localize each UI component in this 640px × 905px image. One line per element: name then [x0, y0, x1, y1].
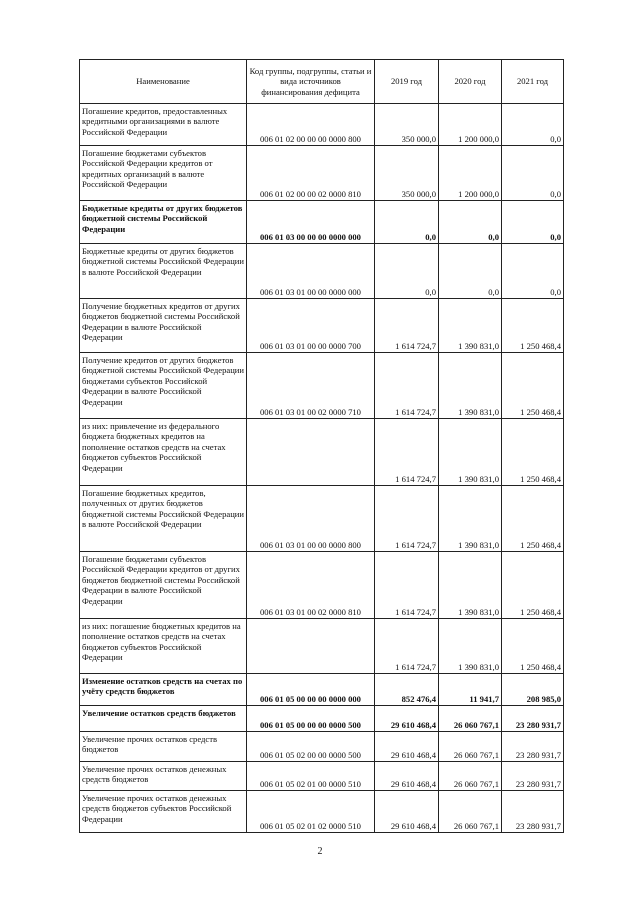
row-name: Погашение бюджетами субъектов Российской Федерации кредитов от других бюджетов бюджетной системы Российской Федерации в валюте Российской Федерации: [80, 552, 247, 619]
header-name: Наименование: [80, 60, 247, 104]
row-value-2019: 29 610 468,4: [375, 762, 439, 791]
financing-table: [79, 59, 564, 833]
row-value-2019: 350 000,0: [375, 104, 439, 146]
row-value-2021: 1 250 468,4: [502, 486, 564, 552]
row-value-2021: 1 250 468,4: [502, 353, 564, 419]
row-value-2019: 1 614 724,7: [375, 299, 439, 353]
row-value-2020: 11 941,7: [439, 674, 502, 706]
row-value-2021: 0,0: [502, 104, 564, 146]
row-value-2020: 1 390 831,0: [439, 419, 502, 486]
table-row: [80, 762, 564, 791]
row-value-2020: 0,0: [439, 201, 502, 244]
row-code: 006 01 03 01 00 02 0000 710: [247, 353, 375, 419]
row-value-2019: 29 610 468,4: [375, 732, 439, 762]
row-code: [247, 419, 375, 486]
row-value-2021: 23 280 931,7: [502, 732, 564, 762]
table-row: [80, 146, 564, 201]
row-name: из них: погашение бюджетных кредитов на пополнение остатков средств на счетах бюджетов субъектов Российской Федерации: [80, 619, 247, 674]
row-name: из них: привлечение из федерального бюджета бюджетных кредитов на пополнение остатков средств на счетах бюджетов субъектов Российской Федерации: [80, 419, 247, 486]
row-value-2020: 0,0: [439, 244, 502, 299]
row-value-2021: 1 250 468,4: [502, 419, 564, 486]
row-value-2020: 26 060 767,1: [439, 791, 502, 833]
row-name: Увеличение остатков средств бюджетов: [80, 706, 247, 732]
row-code: [247, 619, 375, 674]
table-row: [80, 674, 564, 706]
row-value-2019: 29 610 468,4: [375, 706, 439, 732]
row-code: 006 01 03 01 00 00 0000 800: [247, 486, 375, 552]
header-2021: 2021 год: [502, 60, 564, 104]
row-value-2019: 1 614 724,7: [375, 353, 439, 419]
row-name: Увеличение прочих остатков денежных средств бюджетов: [80, 762, 247, 791]
row-value-2021: 1 250 468,4: [502, 552, 564, 619]
row-code: 006 01 03 01 00 02 0000 810: [247, 552, 375, 619]
row-value-2020: 1 390 831,0: [439, 299, 502, 353]
table-row: [80, 201, 564, 244]
row-name: Бюджетные кредиты от других бюджетов бюджетной системы Российской Федерации в валюте Российской Федерации: [80, 244, 247, 299]
header-2019: 2019 год: [375, 60, 439, 104]
row-name: Бюджетные кредиты от других бюджетов бюджетной системы Российской Федерации: [80, 201, 247, 244]
row-value-2019: 350 000,0: [375, 146, 439, 201]
row-value-2021: 0,0: [502, 201, 564, 244]
row-code: 006 01 02 00 00 02 0000 810: [247, 146, 375, 201]
row-value-2021: 23 280 931,7: [502, 706, 564, 732]
table-row: [80, 104, 564, 146]
row-value-2020: 1 200 000,0: [439, 104, 502, 146]
table-row: [80, 706, 564, 732]
row-code: 006 01 05 02 00 00 0000 500: [247, 732, 375, 762]
row-code: 006 01 03 01 00 00 0000 700: [247, 299, 375, 353]
row-name: Увеличение прочих остатков средств бюджетов: [80, 732, 247, 762]
row-name: Получение кредитов от других бюджетов бюджетной системы Российской Федерации бюджетами субъектов Российской Федерации в валюте Российской Федерации: [80, 353, 247, 419]
row-name: Изменение остатков средств на счетах по учёту средств бюджетов: [80, 674, 247, 706]
row-value-2019: 0,0: [375, 244, 439, 299]
row-name: Получение бюджетных кредитов от других бюджетов бюджетной системы Российской Федерации в валюте Российской Федерации: [80, 299, 247, 353]
page-number: 2: [317, 846, 323, 857]
row-value-2021: 1 250 468,4: [502, 299, 564, 353]
row-value-2019: 0,0: [375, 201, 439, 244]
row-value-2019: 29 610 468,4: [375, 791, 439, 833]
row-value-2020: 26 060 767,1: [439, 706, 502, 732]
row-name: Погашение кредитов, предоставленных кредитными организациями в валюте Российской Федерации: [80, 104, 247, 146]
row-code: 006 01 03 00 00 00 0000 000: [247, 201, 375, 244]
table-row: [80, 486, 564, 552]
table-row: [80, 353, 564, 419]
row-value-2021: 1 250 468,4: [502, 619, 564, 674]
row-value-2020: 1 200 000,0: [439, 146, 502, 201]
table-row: [80, 791, 564, 833]
row-value-2021: 23 280 931,7: [502, 762, 564, 791]
row-name: Погашение бюджетами субъектов Российской Федерации кредитов от кредитных организаций в валюте Российской Федерации: [80, 146, 247, 201]
row-code: 006 01 05 02 01 02 0000 510: [247, 791, 375, 833]
table-row: [80, 419, 564, 486]
row-name: Увеличение прочих остатков денежных средств бюджетов субъектов Российской Федерации: [80, 791, 247, 833]
row-value-2021: 208 985,0: [502, 674, 564, 706]
row-value-2020: 26 060 767,1: [439, 732, 502, 762]
row-code: 006 01 05 00 00 00 0000 000: [247, 674, 375, 706]
row-code: 006 01 02 00 00 00 0000 800: [247, 104, 375, 146]
header-code: Код группы, подгруппы, статьи и вида источников финансирования дефицита: [247, 60, 375, 104]
row-value-2020: 1 390 831,0: [439, 353, 502, 419]
row-value-2021: 0,0: [502, 146, 564, 201]
row-value-2020: 1 390 831,0: [439, 619, 502, 674]
row-value-2019: 1 614 724,7: [375, 486, 439, 552]
table-row: [80, 244, 564, 299]
row-code: 006 01 03 01 00 00 0000 000: [247, 244, 375, 299]
table-row: [80, 619, 564, 674]
row-name: Погашение бюджетных кредитов, полученных от других бюджетов бюджетной системы Российской Федерации в валюте Российской Федерации: [80, 486, 247, 552]
row-code: 006 01 05 02 01 00 0000 510: [247, 762, 375, 791]
row-value-2021: 23 280 931,7: [502, 791, 564, 833]
table-row: [80, 299, 564, 353]
table-row: [80, 732, 564, 762]
header-2020: 2020 год: [439, 60, 502, 104]
table-row: [80, 552, 564, 619]
row-value-2019: 1 614 724,7: [375, 419, 439, 486]
row-value-2019: 1 614 724,7: [375, 619, 439, 674]
row-value-2020: 26 060 767,1: [439, 762, 502, 791]
row-value-2021: 0,0: [502, 244, 564, 299]
row-value-2020: 1 390 831,0: [439, 486, 502, 552]
row-value-2019: 852 476,4: [375, 674, 439, 706]
row-code: 006 01 05 00 00 00 0000 500: [247, 706, 375, 732]
row-value-2020: 1 390 831,0: [439, 552, 502, 619]
row-value-2019: 1 614 724,7: [375, 552, 439, 619]
